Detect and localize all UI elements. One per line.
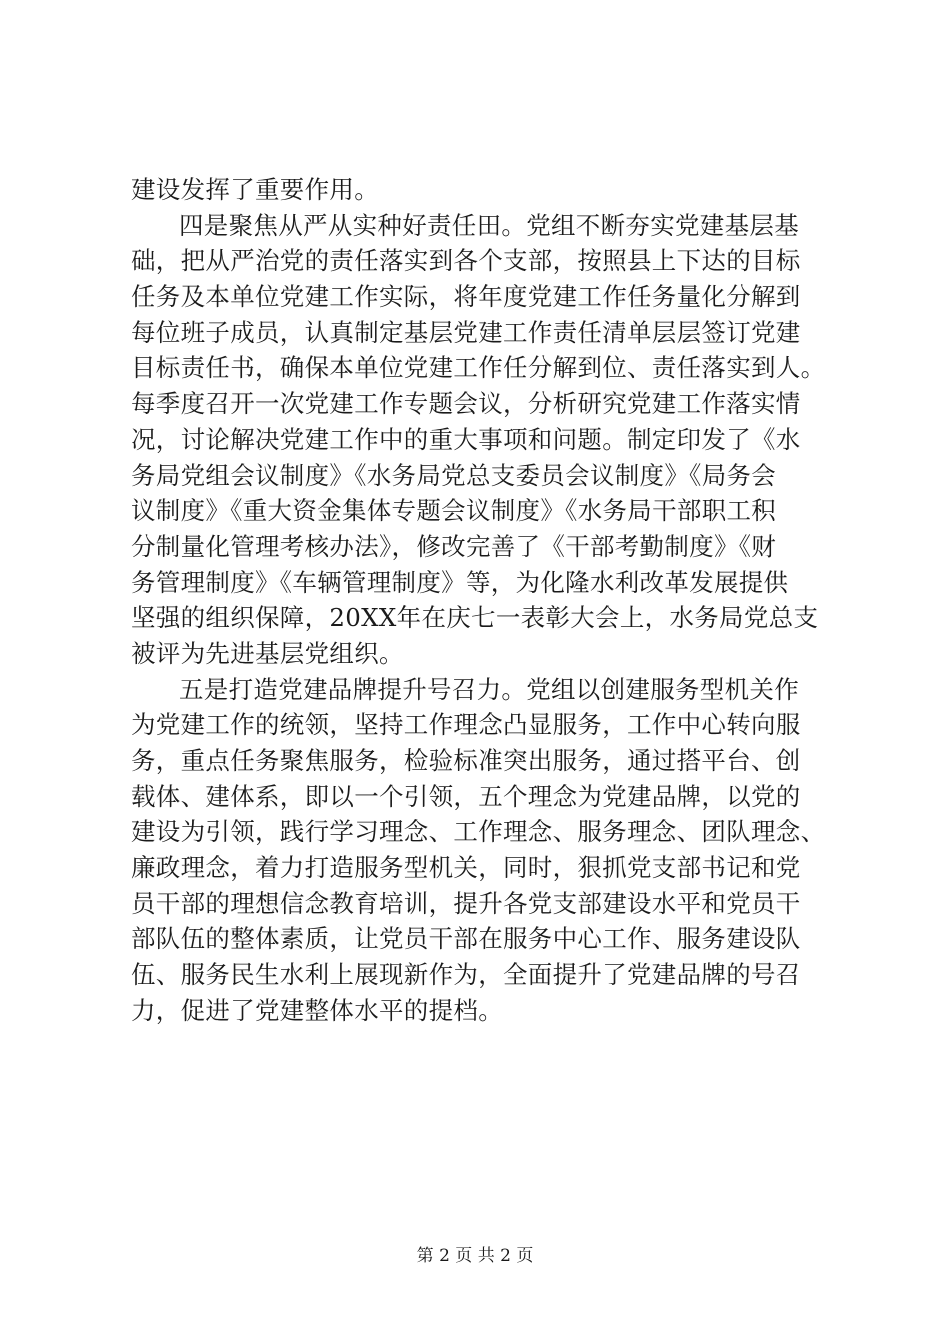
text-line: 每位班子成员，认真制定基层党建工作责任清单层层签订党建 xyxy=(131,317,801,347)
text-line: 务，重点任务聚焦服务，检验标准突出服务，通过搭平台、创 xyxy=(131,746,801,775)
text-line: 载体、建体系，即以一个引领，五个理念为党建品牌，以党的 xyxy=(131,781,801,811)
text-line: 伍、服务民生水利上展现新作为，全面提升了党建品牌的号召 xyxy=(131,960,801,990)
text-line: 分制量化管理考核办法》，修改完善了《干部考勤制度》《财 xyxy=(131,531,777,561)
text-line: 任务及本单位党建工作实际，将年度党建工作任务量化分解到 xyxy=(131,282,801,312)
paragraph-four-first-line: 四是聚焦从严从实种好责任田。党组不断夯实党建基层基 xyxy=(179,210,799,240)
text-line: 廉政理念，着力打造服务型机关，同时，狠抓党支部书记和党 xyxy=(131,853,801,883)
text-line: 建设发挥了重要作用。 xyxy=(131,175,379,204)
text-line: 务局党组会议制度》《水务局党总支委员会议制度》《局务会 xyxy=(131,460,777,490)
text-line: 被评为先进基层党组织。 xyxy=(131,638,404,668)
text-line: 每季度召开一次党建工作专题会议，分析研究党建工作落实情 xyxy=(131,389,801,419)
paragraph-five-first-line: 五是打造党建品牌提升号召力。党组以创建服务型机关作 xyxy=(179,674,799,704)
text-line: 力，促进了党建整体水平的提档。 xyxy=(131,995,503,1025)
page-number-footer: 第 2 页 共 2 页 xyxy=(416,1246,534,1266)
text-line: 坚强的组织保障，20XX年在庆七一表彰大会上，水务局党总支 xyxy=(131,603,819,633)
text-line: 础，把从严治党的责任落实到各个支部，按照县上下达的目标 xyxy=(131,246,801,276)
text-line: 建设为引领，践行学习理念、工作理念、服务理念、团队理念、 xyxy=(131,817,826,847)
text-line: 为党建工作的统领，坚持工作理念凸显服务，工作中心转向服 xyxy=(131,710,801,740)
text-line: 务管理制度》《车辆管理制度》等，为化隆水利改革发展提供 xyxy=(131,567,789,597)
text-line: 议制度》《重大资金集体专题会议制度》《水务局干部职工积 xyxy=(131,496,777,526)
text-line: 部队伍的整体素质，让党员干部在服务中心工作、服务建设队 xyxy=(131,924,801,954)
text-line: 况，讨论解决党建工作中的重大事项和问题。制定印发了《水 xyxy=(131,424,801,454)
text-line: 目标责任书，确保本单位党建工作任分解到位、责任落实到人。 xyxy=(131,353,826,383)
document-body xyxy=(131,172,831,1029)
text-line: 员干部的理想信念教育培训，提升各党支部建设水平和党员干 xyxy=(131,888,801,918)
